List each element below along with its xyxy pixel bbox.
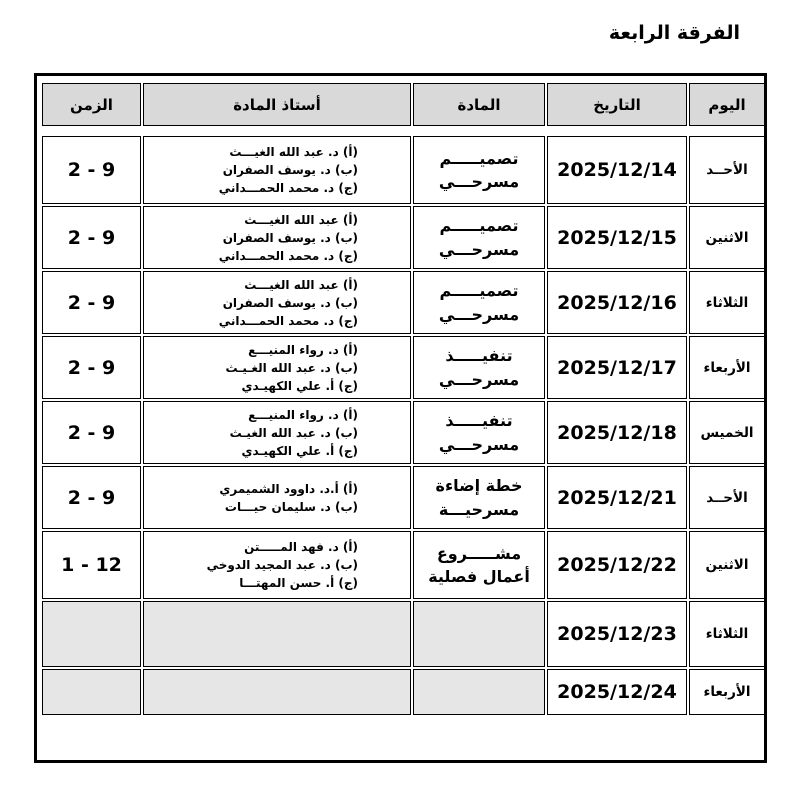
subject-line: مسرحـــي	[438, 239, 520, 259]
subject-cell	[413, 336, 545, 399]
table-row	[42, 401, 765, 464]
table-row	[42, 669, 765, 715]
subject-cell	[413, 271, 545, 334]
professor-line: (ج) د. محمد الحمـــداني	[218, 313, 358, 328]
subject-line: مسرحـــي	[438, 304, 520, 324]
professor-line: (أ) أ.د. داوود الشميمري	[219, 481, 358, 496]
table-row	[42, 136, 765, 204]
day-cell: الثلاثاء	[689, 271, 765, 334]
day-cell: الأحــد	[689, 466, 765, 529]
table-row	[42, 531, 765, 599]
table-row	[42, 601, 765, 667]
header-professor: أستاذ المادة	[143, 83, 411, 126]
day-cell: الأربعاء	[689, 669, 765, 715]
professor-cell	[143, 466, 411, 529]
subject-line: تنفيـــــذ	[445, 411, 513, 431]
empty-subject-cell	[413, 601, 545, 667]
time-cell: 2 - 9	[42, 466, 141, 529]
date-cell: 2025/12/17	[547, 336, 687, 399]
page-title: الفرقة الرابعة	[608, 22, 740, 44]
professor-line: (أ) عبد الله الغيـــث	[244, 277, 358, 292]
subject-line: تنفيـــــذ	[445, 346, 513, 366]
day-cell: الأحــد	[689, 136, 765, 204]
subject-line: أعمال فصلية	[428, 567, 530, 586]
date-cell: 2025/12/24	[547, 669, 687, 715]
professor-cell	[143, 401, 411, 464]
empty-professor-cell	[143, 669, 411, 715]
time-cell: 2 - 9	[42, 136, 141, 204]
professor-line: (أ) عبد الله الغيـــث	[244, 212, 358, 227]
professor-cell	[143, 336, 411, 399]
subject-line: خطة إضاءة	[435, 476, 523, 496]
professor-cell	[143, 206, 411, 269]
time-cell: 1 - 12	[42, 531, 141, 599]
day-cell: الثلاثاء	[689, 601, 765, 667]
professor-cell	[143, 136, 411, 204]
subject-line: مسرحـــي	[438, 369, 520, 389]
date-cell: 2025/12/18	[547, 401, 687, 464]
subject-cell	[413, 206, 545, 269]
empty-time-cell	[42, 601, 141, 667]
professor-line: (ب) د. عبد الله الغيـث	[229, 425, 358, 440]
time-cell: 2 - 9	[42, 336, 141, 399]
subject-line: تصميـــــم	[439, 281, 519, 301]
day-cell: الاثنين	[689, 206, 765, 269]
date-cell: 2025/12/23	[547, 601, 687, 667]
subject-line: مشـــــروع	[436, 543, 522, 563]
professor-line: (ب) د. عبد الله الغـيـث	[225, 360, 358, 375]
subject-line: مسرحـــي	[438, 434, 520, 454]
date-cell: 2025/12/21	[547, 466, 687, 529]
subject-line: مسرحـــي	[438, 172, 520, 191]
date-cell: 2025/12/16	[547, 271, 687, 334]
subject-cell	[413, 136, 545, 204]
professor-line: (ج) د. محمد الحمـــداني	[218, 248, 358, 263]
table-row	[42, 466, 765, 529]
professor-line: (أ) د. رواء المنيـــع	[248, 407, 358, 422]
exam-schedule-table	[40, 81, 767, 717]
table-row	[42, 206, 765, 269]
header-subject: المادة	[413, 83, 545, 126]
header-date: التاريخ	[547, 83, 687, 126]
professor-cell	[143, 531, 411, 599]
day-cell: الخميس	[689, 401, 765, 464]
empty-professor-cell	[143, 601, 411, 667]
time-cell: 2 - 9	[42, 401, 141, 464]
time-cell: 2 - 9	[42, 206, 141, 269]
time-cell: 2 - 9	[42, 271, 141, 334]
date-cell: 2025/12/15	[547, 206, 687, 269]
schedule-frame	[34, 73, 767, 763]
professor-line: (أ) د. عبد الله الغيـــث	[229, 145, 358, 159]
day-cell: الأربعاء	[689, 336, 765, 399]
subject-cell	[413, 466, 545, 529]
professor-line: (ج) أ. حسن المهتـــا	[239, 576, 358, 590]
date-cell: 2025/12/22	[547, 531, 687, 599]
professor-line: (ب) د. يوسف الصفران	[222, 295, 358, 310]
subject-line: تصميـــــم	[439, 148, 519, 168]
professor-line: (ب) د. عبد المجيد الدوخي	[206, 558, 358, 572]
professor-line: (ج) أ. علي الكهيـدي	[241, 378, 358, 393]
professor-cell	[143, 271, 411, 334]
header-gap	[42, 128, 765, 134]
professor-line: (أ) د. فهد المـــــتن	[244, 540, 358, 554]
professor-line: (ج) أ. علي الكهيـدي	[241, 443, 358, 458]
header-day: اليوم	[689, 83, 765, 126]
table-header-row	[42, 83, 765, 126]
professor-line: (أ) د. رواء المنيـــع	[248, 342, 358, 357]
date-cell: 2025/12/14	[547, 136, 687, 204]
professor-line: (ب) د. يوسف الصفران	[222, 230, 358, 245]
professor-line: (ج) د. محمد الحمـــداني	[218, 181, 358, 195]
day-cell: الاثنين	[689, 531, 765, 599]
table-row	[42, 271, 765, 334]
header-time: الزمن	[42, 83, 141, 126]
subject-line: مسرحيـــة	[438, 499, 520, 519]
subject-cell	[413, 401, 545, 464]
empty-time-cell	[42, 669, 141, 715]
subject-line: تصميـــــم	[439, 216, 519, 236]
table-row	[42, 336, 765, 399]
subject-cell	[413, 531, 545, 599]
empty-subject-cell	[413, 669, 545, 715]
professor-line: (ب) د. يوسف الصفران	[222, 163, 358, 177]
professor-line: (ب) د. سليمان حيـــات	[224, 499, 358, 514]
